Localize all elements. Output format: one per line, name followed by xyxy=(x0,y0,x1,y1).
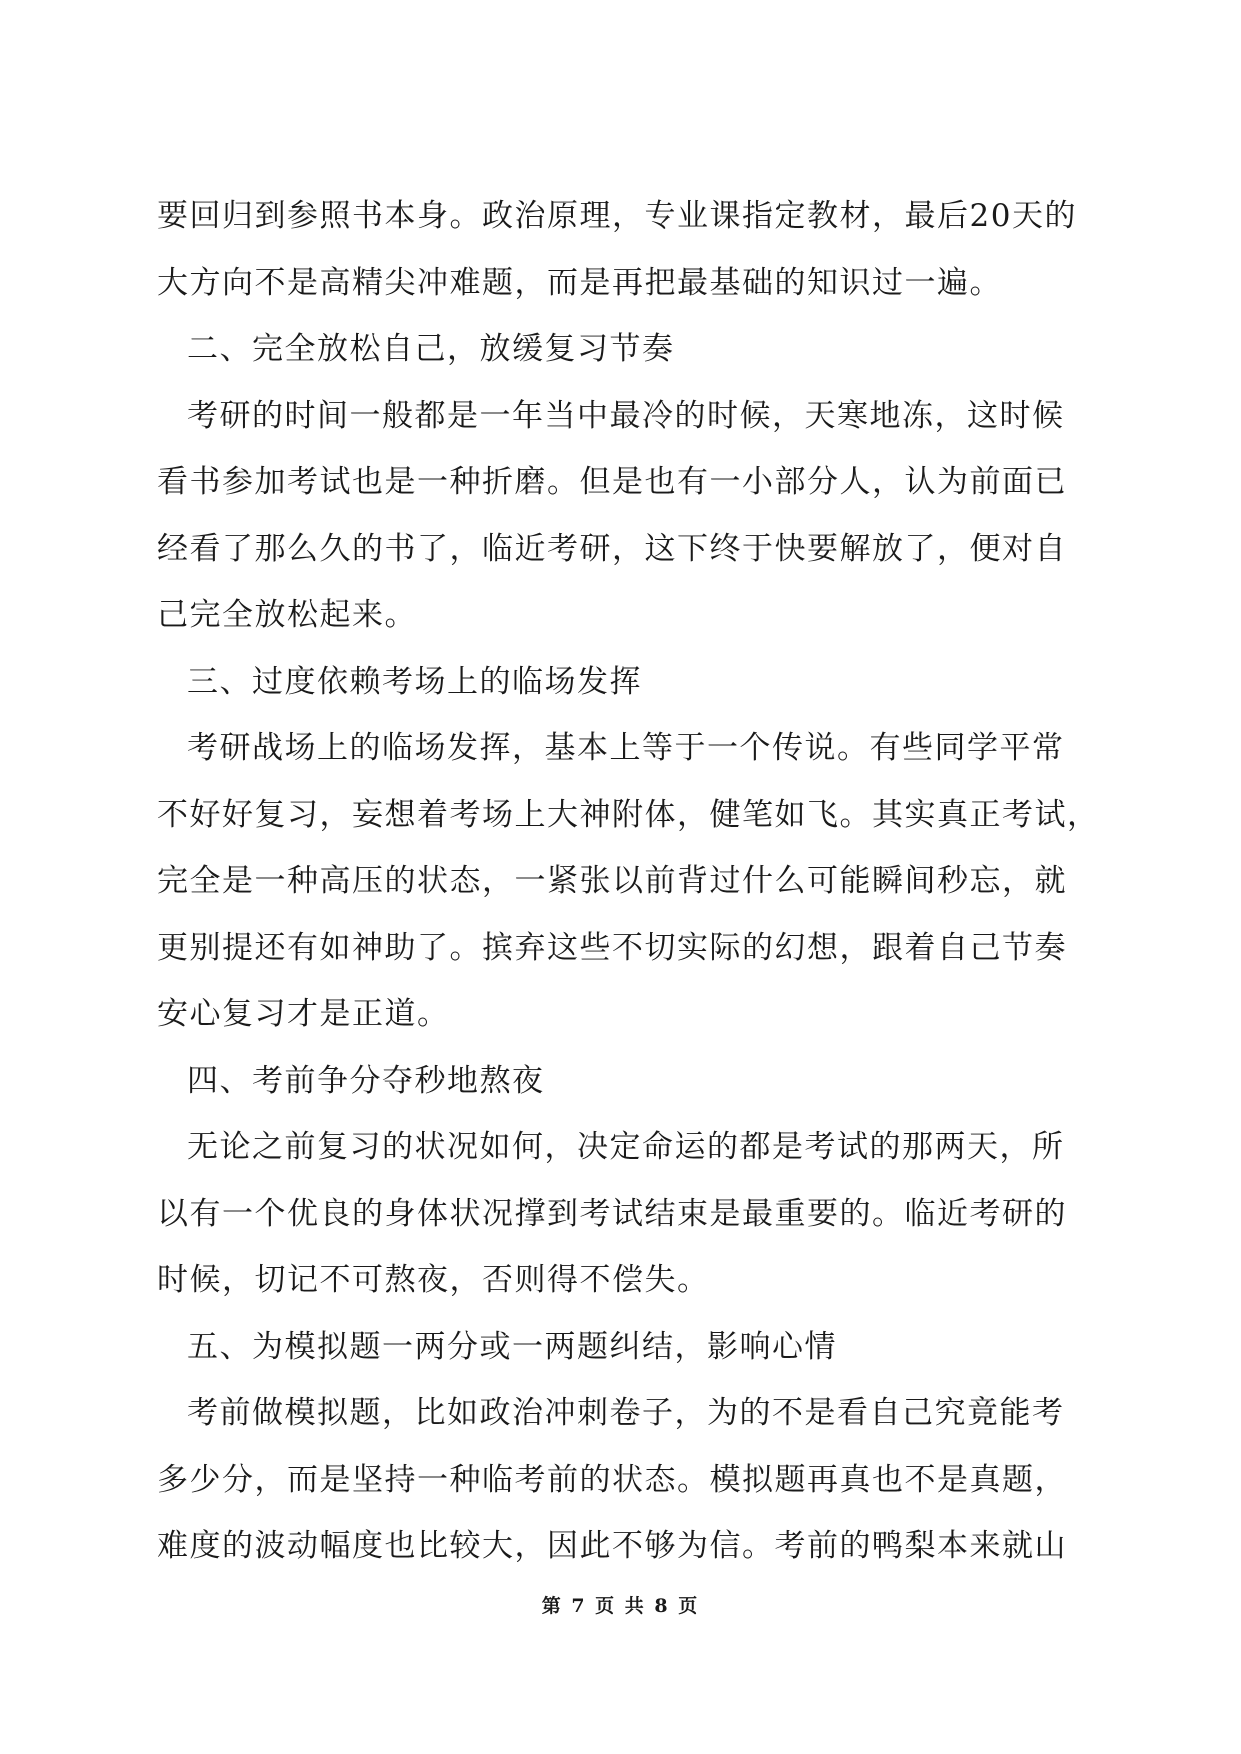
document-body xyxy=(157,183,1100,1580)
text-line: 难度的波动幅度也比较大，因此不够为信。考前的鸭梨本来就山 xyxy=(157,1528,1067,1564)
text-line: 安心复习才是正道。 xyxy=(157,996,450,1032)
text-line: 要回归到参照书本身。政治原理，专业课指定教材，最后20天的 xyxy=(157,198,1077,234)
text-line: 己完全放松起来。 xyxy=(157,597,417,633)
section-heading: 五、为模拟题一两分或一两题纠结，影响心情 xyxy=(187,1328,837,1365)
text-line: 更别提还有如神助了。摈弃这些不切实际的幻想，跟着自己节奏 xyxy=(157,929,1067,966)
section-heading: 三、过度依赖考场上的临场发挥 xyxy=(187,663,642,700)
text-line: 考前做模拟题，比如政治冲刺卷子，为的不是看自己究竟能考 xyxy=(187,1395,1065,1431)
text-line: 经看了那么久的书了，临近考研，这下终于快要解放了，便对自 xyxy=(157,530,1067,567)
section-heading: 二、完全放松自己，放缓复习节奏 xyxy=(187,331,675,367)
text-line: 时候，切记不可熬夜，否则得不偿失。 xyxy=(157,1262,710,1298)
text-line: 考研的时间一般都是一年当中最冷的时候，天寒地冻，这时候 xyxy=(187,397,1065,434)
text-line: 考研战场上的临场发挥，基本上等于一个传说。有些同学平常 xyxy=(187,730,1065,766)
text-line: 无论之前复习的状况如何，决定命运的都是考试的那两天，所 xyxy=(187,1129,1065,1165)
section-heading: 四、考前争分夺秒地熬夜 xyxy=(187,1062,545,1099)
text-line: 不好好复习，妄想着考场上大神附体，健笔如飞。其实真正考试， xyxy=(157,796,1100,833)
page-number-label: 第 7 页 共 8 页 xyxy=(541,1595,700,1617)
text-line: 多少分，而是坚持一种临考前的状态。模拟题再真也不是真题， xyxy=(157,1461,1067,1498)
text-line: 看书参加考试也是一种折磨。但是也有一小部分人，认为前面已 xyxy=(157,464,1067,500)
text-line: 以有一个优良的身体状况撑到考试结束是最重要的。临近考研的 xyxy=(157,1195,1067,1232)
text-line: 大方向不是高精尖冲难题，而是再把最基础的知识过一遍。 xyxy=(157,264,1002,301)
text-line: 完全是一种高压的状态，一紧张以前背过什么可能瞬间秒忘，就 xyxy=(157,863,1067,899)
page-footer xyxy=(0,1591,1241,1618)
